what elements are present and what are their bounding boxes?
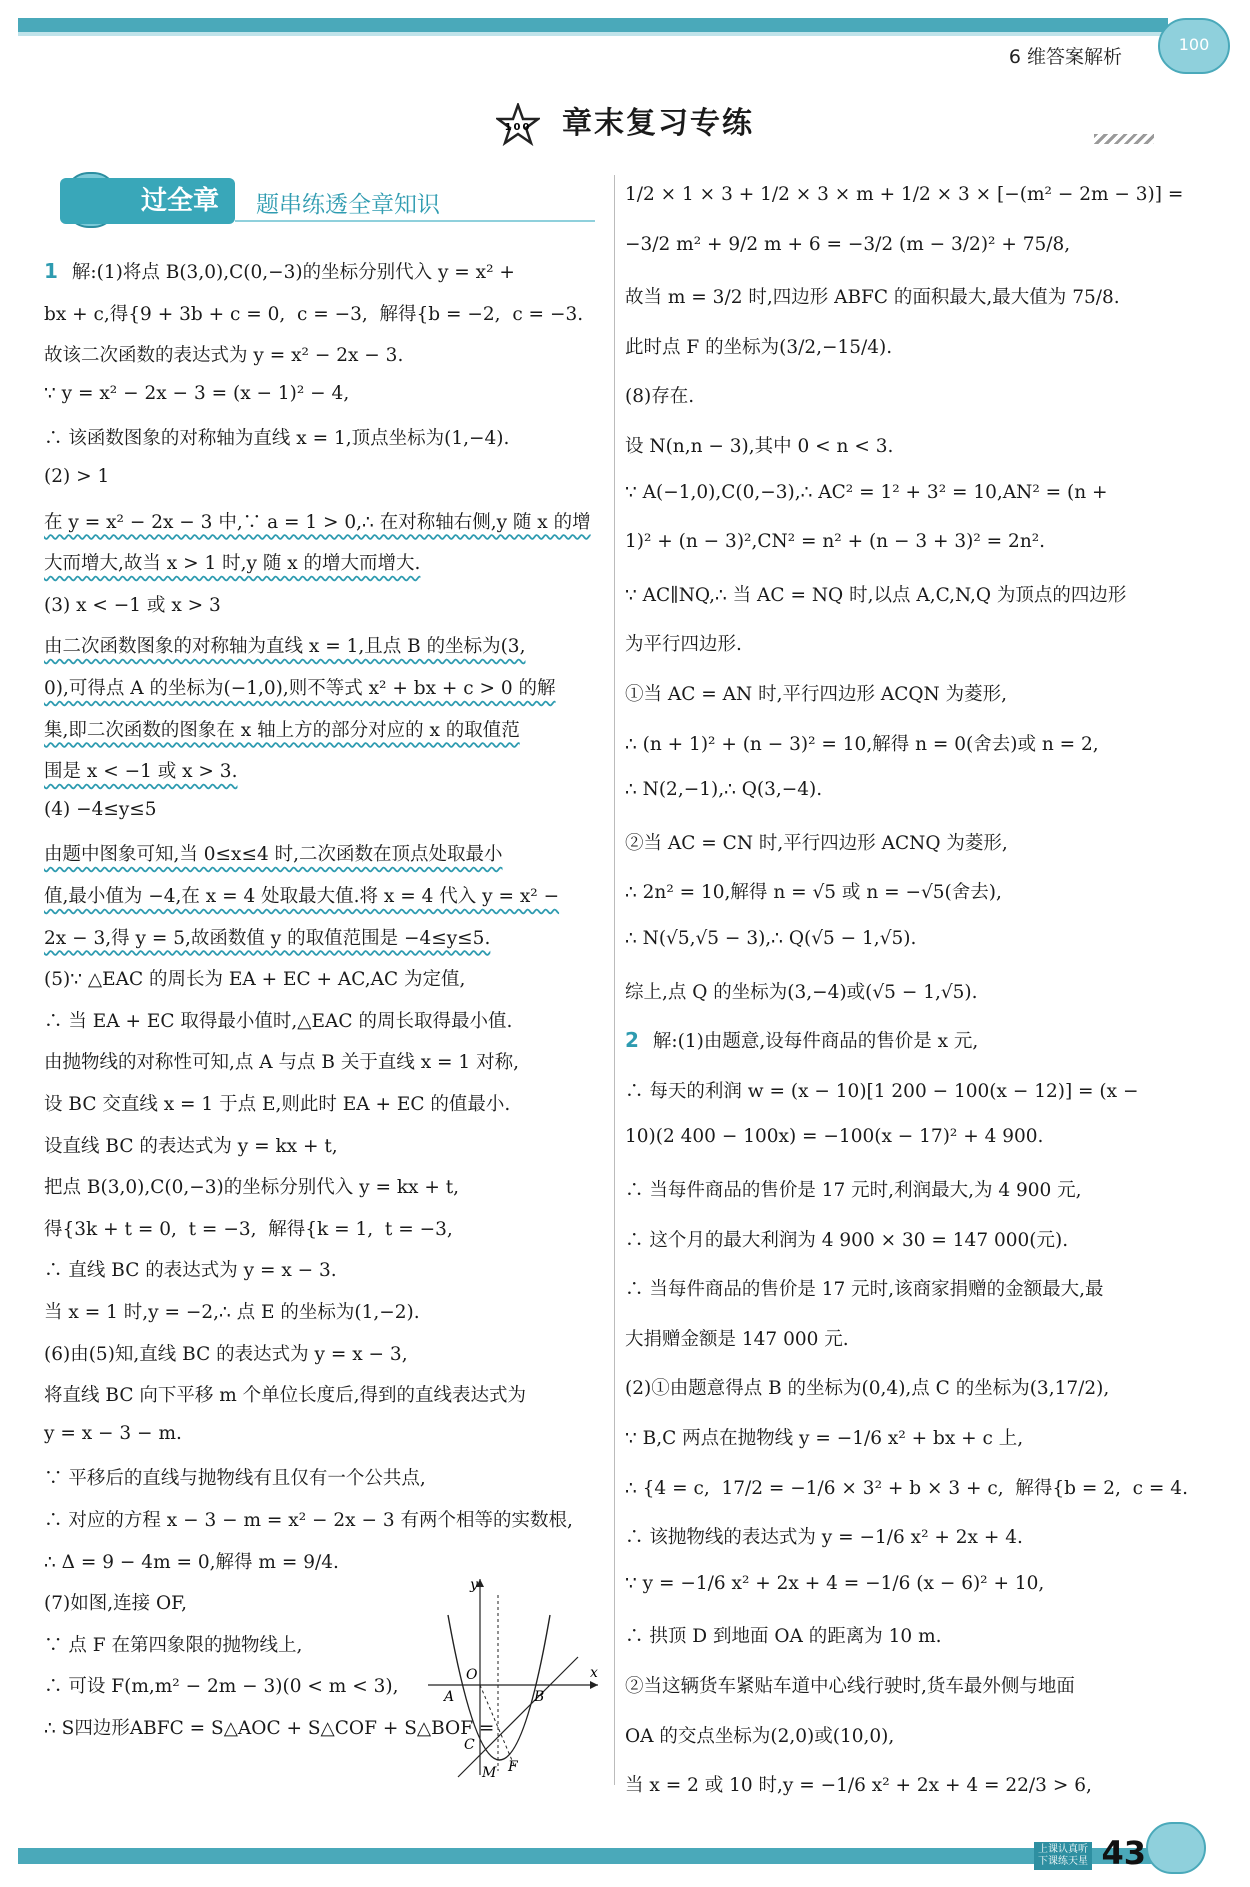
svg-text:100: 100 <box>504 121 532 133</box>
slogan-line-2: 下课练天星 <box>1038 1856 1088 1867</box>
solution-text: 设直线 BC 的表达式为 y = kx + t, <box>44 1135 338 1157</box>
solution-text: ∴ 当 EA + EC 取得最小值时,△EAC 的周长取得最小值. <box>44 1010 513 1032</box>
question-number: 2 <box>625 1028 639 1053</box>
solution-line <box>44 1631 302 1657</box>
segment-of <box>480 1685 514 1765</box>
question-number: 1 <box>44 259 58 283</box>
solution-line <box>625 1126 1043 1147</box>
solution-line <box>44 300 583 326</box>
label-f: F <box>508 1759 518 1775</box>
solution-line <box>44 1298 420 1324</box>
star-icon <box>496 103 540 147</box>
solution-text: 大而增大,故当 x > 1 时,y 随 x 的增大而增大. <box>44 553 421 575</box>
solution-text: ②当这辆货车紧贴车道中心线行驶时,货车最外侧与地面 <box>625 1676 1075 1697</box>
solution-text: 当 x = 2 或 10 时,y = −1/6 x² + 2x + 4 = 22/3 > 6, <box>625 1775 1092 1797</box>
solution-line <box>44 1423 182 1444</box>
label-o: O <box>466 1667 478 1683</box>
parabola-graph <box>418 1575 608 1780</box>
solution-text: −3/2 m² + 9/2 m + 6 = −3/2 (m − 3/2)² + 75/8, <box>625 233 1071 255</box>
solution-text: ∴ 每天的利润 w = (x − 10)[1 200 − 100(x − 12)] = (x − <box>625 1080 1139 1102</box>
solution-line <box>44 508 591 534</box>
solution-text: ∴ 这个月的最大利润为 4 900 × 30 = 147 000(元). <box>625 1229 1069 1251</box>
solution-text: 在 y = x² − 2x − 3 中,∵ a = 1 > 0,∴ 在对称轴右侧,y 随 x 的增 <box>44 511 591 533</box>
solution-text: 得{3k + t = 0, t = −3, 解得{k = 1, t = −3, <box>44 1218 453 1240</box>
solution-text: ∵ y = −1/6 x² + 2x + 4 = −1/6 (x − 6)² + 10, <box>625 1572 1045 1594</box>
solution-line <box>625 779 822 800</box>
solution-line <box>44 757 237 783</box>
solution-line <box>625 1672 1075 1698</box>
solution-text: ②当 AC = CN 时,平行四边形 ACNQ 为菱形, <box>625 832 1008 854</box>
label-c: C <box>464 1737 475 1753</box>
solution-text: 0),可得点 A 的坐标为(−1,0),则不等式 x² + bx + c > 0 的解 <box>44 678 556 699</box>
solution-line <box>44 1548 339 1574</box>
solution-line <box>625 829 1008 855</box>
solution-text: 为平行四边形. <box>625 634 742 656</box>
solution-text: 设 N(n,n − 3),其中 0 < n < 3. <box>625 436 894 457</box>
solution-line <box>44 716 520 742</box>
solution-text: ∴ 对应的方程 x − 3 − m = x² − 2x − 3 有两个相等的实数根, <box>44 1510 573 1531</box>
solution-text: 由二次函数图象的对称轴为直线 x = 1,且点 B 的坐标为(3, <box>44 636 526 658</box>
slogan-line-1: 上课认真听 <box>1038 1844 1088 1855</box>
solution-text: 集,即二次函数的图象在 x 轴上方的部分对应的 x 的取值范 <box>44 719 520 741</box>
solution-text: ∵ A(−1,0),C(0,−3),∴ AC² = 1² + 3² = 10,AN² = (n + <box>625 481 1108 503</box>
solution-line <box>625 1424 1023 1450</box>
solution-line <box>44 1215 453 1241</box>
solution-text: (7)如图,连接 OF, <box>44 1593 187 1615</box>
solution-text: 把点 B(3,0),C(0,−3)的坐标分别代入 y = kx + t, <box>44 1177 460 1199</box>
solution-line <box>44 1048 519 1074</box>
solution-text: 综上,点 Q 的坐标为(3,−4)或(√5 − 1,√5). <box>625 981 978 1003</box>
column-divider <box>614 175 615 1785</box>
section-underline <box>235 220 595 222</box>
solution-text: ∴ 该抛物线的表达式为 y = −1/6 x² + 2x + 4. <box>625 1527 1023 1549</box>
solution-line <box>625 1077 1138 1103</box>
solution-text: (2)①由题意得点 B 的坐标为(0,4),点 C 的坐标为(3,17/2), <box>625 1378 1110 1400</box>
solution-line <box>625 978 978 1004</box>
solution-line <box>625 333 892 359</box>
solution-text: 1)² + (n − 3)²,CN² = n² + (n − 3 + 3)² = 2n². <box>625 531 1046 553</box>
solution-text: (5)∵ △EAC 的周长为 EA + EC + AC,AC 为定值, <box>44 969 466 991</box>
solution-line <box>44 1090 510 1116</box>
solution-line <box>625 283 1120 309</box>
solution-line <box>44 924 490 950</box>
solution-text: ∵ 点 F 在第四象限的抛物线上, <box>44 1634 303 1656</box>
solution-line <box>44 1007 512 1033</box>
solution-line <box>44 674 556 700</box>
solution-text: ∴ 该函数图象的对称轴为直线 x = 1,顶点坐标为(1,−4). <box>44 428 510 450</box>
solution-text: ∴ N(2,−1),∴ Q(3,−4). <box>625 779 823 801</box>
solution-text: ∴ 当每件商品的售价是 17 元时,利润最大,为 4 900 元, <box>625 1180 1082 1201</box>
solution-line <box>625 1523 1023 1549</box>
solution-text: 此时点 F 的坐标为(3/2,−15/4). <box>625 336 893 358</box>
solution-text: 设 BC 交直线 x = 1 于点 E,则此时 EA + EC 的值最小. <box>44 1094 511 1115</box>
solution-text: OA 的交点坐标为(2,0)或(10,0), <box>625 1725 895 1747</box>
bottom-bar <box>18 1848 1168 1864</box>
label-a: A <box>444 1689 455 1705</box>
solution-line <box>44 882 559 908</box>
solution-line <box>44 1340 408 1366</box>
solution-text: ∴ (n + 1)² + (n − 3)² = 10,解得 n = 0(舍去)或 n = 2, <box>625 733 1099 755</box>
solution-text: (2) > 1 <box>44 466 110 487</box>
page-title-text: 章末复习专练 <box>562 106 754 141</box>
top-bar-strip <box>18 32 1168 36</box>
solution-text: (4) −4≤y≤5 <box>44 798 157 820</box>
solution-line <box>44 632 525 658</box>
solution-line <box>625 432 893 458</box>
page-number: 43 <box>1101 1834 1146 1872</box>
solution-line <box>44 799 157 820</box>
solution-text: ①当 AC = AN 时,平行四边形 ACQN 为菱形, <box>625 684 1007 705</box>
solution-line <box>625 184 1183 205</box>
label-x: x <box>590 1665 598 1681</box>
solution-line <box>44 1672 398 1698</box>
solution-line <box>625 630 742 656</box>
header-label: 6 维答案解析 <box>1008 46 1122 68</box>
solution-text: ∴ {4 = c, 17/2 = −1/6 × 3² + b × 3 + c, 解得{b = 2, c = 4. <box>625 1477 1188 1499</box>
solution-line <box>625 531 1045 552</box>
solution-line <box>44 466 109 487</box>
solution-line <box>44 840 503 866</box>
solution-line <box>44 591 221 617</box>
solution-text: 故当 m = 3/2 时,四边形 ABFC 的面积最大,最大值为 75/8. <box>625 287 1120 309</box>
solution-line <box>625 1374 1109 1400</box>
label-b: B <box>534 1689 545 1705</box>
solution-text: 值,最小值为 −4,在 x = 4 处取最大值.将 x = 4 代入 y = x² − <box>44 886 560 907</box>
solution-text: 解:(1)将点 B(3,0),C(0,−3)的坐标分别代入 y = x² + <box>71 262 515 283</box>
solution-line <box>625 1722 894 1748</box>
solution-text: 由题中图象可知,当 0≤x≤4 时,二次函数在顶点处取最小 <box>44 844 503 866</box>
solution-line <box>625 928 916 949</box>
solution-text: 大捐赠金额是 147 000 元. <box>625 1328 849 1350</box>
mascot-icon: 100 <box>1158 18 1230 74</box>
solution-text: 10)(2 400 − 100x) = −100(x − 17)² + 4 900. <box>625 1126 1044 1148</box>
solution-text: ∴ 可设 F(m,m² − 2m − 3)(0 < m < 3), <box>44 1676 399 1698</box>
page-title <box>0 98 1250 147</box>
solution-line <box>625 1226 1068 1252</box>
solution-line <box>44 549 420 575</box>
solution-line <box>625 680 1007 706</box>
top-bar <box>18 18 1168 32</box>
solution-text: 当 x = 1 时,y = −2,∴ 点 E 的坐标为(1,−2). <box>44 1302 420 1323</box>
solution-line <box>44 1173 459 1199</box>
solution-line <box>625 730 1099 756</box>
section-badge: 过全章 <box>60 178 235 224</box>
solution-text: ∴ 直线 BC 的表达式为 y = x − 3. <box>44 1260 337 1282</box>
solution-text: (6)由(5)知,直线 BC 的表达式为 y = x − 3, <box>44 1343 408 1365</box>
solution-text: ∴ Δ = 9 − 4m = 0,解得 m = 9/4. <box>44 1551 339 1573</box>
solution-text: ∵ y = x² − 2x − 3 = (x − 1)² − 4, <box>44 382 350 404</box>
solution-line <box>625 1325 849 1351</box>
solution-line <box>625 1176 1082 1202</box>
solution-text: ∴ N(√5,√5 − 3),∴ Q(√5 − 1,√5). <box>625 928 917 949</box>
solution-text: ∵ B,C 两点在抛物线 y = −1/6 x² + bx + c 上, <box>625 1428 1024 1449</box>
solution-line <box>44 424 509 450</box>
solution-text: ∴ 拱顶 D 到地面 OA 的距离为 10 m. <box>625 1626 942 1648</box>
solution-line <box>625 1474 1188 1500</box>
solution-line <box>44 1381 526 1407</box>
solution-line <box>44 1506 573 1532</box>
solution-text: ∵ 平移后的直线与抛物线有且仅有一个公共点, <box>44 1468 426 1490</box>
solution-line <box>625 1771 1092 1797</box>
solution-text: 将直线 BC 向下平移 m 个单位长度后,得到的直线表达式为 <box>44 1385 527 1407</box>
title-stripe <box>1094 134 1154 144</box>
solution-text: 由抛物线的对称性可知,点 A 与点 B 关于直线 x = 1 对称, <box>44 1052 519 1074</box>
solution-text: 1/2 × 1 × 3 + 1/2 × 3 × m + 1/2 × 3 × [−(m² − 2m − 3)] = <box>625 184 1184 205</box>
solution-text: 故该二次函数的表达式为 y = x² − 2x − 3. <box>44 345 404 367</box>
solution-text: ∴ S四边形ABFC = S△AOC + S△COF + S△BOF = <box>44 1718 495 1739</box>
solution-text: (3) x < −1 或 x > 3 <box>44 594 221 616</box>
solution-line <box>625 1573 1044 1594</box>
solution-line <box>625 1275 1103 1301</box>
bottom-slogan <box>1034 1842 1092 1870</box>
solution-line <box>44 1256 337 1282</box>
solution-text: ∴ 2n² = 10,解得 n = √5 或 n = −√5(舍去), <box>625 882 1002 904</box>
solution-line <box>625 482 1108 503</box>
solution-line <box>44 1132 338 1158</box>
solution-text: y = x − 3 − m. <box>44 1422 182 1444</box>
solution-line <box>625 1027 978 1053</box>
solution-text: ∵ AC∥NQ,∴ 当 AC = NQ 时,以点 A,C,N,Q 为顶点的四边形 <box>625 584 1127 606</box>
solution-line <box>44 258 515 284</box>
solution-line <box>44 1464 426 1490</box>
x-axis-arrow <box>590 1681 598 1689</box>
section-subtitle: 题串练透全章知识 <box>256 192 440 218</box>
solution-line <box>44 965 465 991</box>
solution-line <box>625 382 694 408</box>
solution-text: 解:(1)由题意,设每件商品的售价是 x 元, <box>652 1031 979 1053</box>
solution-text: (8)存在. <box>625 386 695 408</box>
solution-line <box>44 383 349 404</box>
label-m: M <box>482 1765 497 1780</box>
solution-line <box>625 1622 942 1648</box>
solution-text: bx + c,得{9 + 3b + c = 0, c = −3, 解得{b = −2, c = −3. <box>44 303 584 325</box>
solution-line <box>44 341 403 367</box>
mascot-footer-icon <box>1146 1822 1206 1874</box>
solution-text: 2x − 3,得 y = 5,故函数值 y 的取值范围是 −4≤y≤5. <box>44 927 491 949</box>
solution-line <box>44 1589 187 1615</box>
label-y: y <box>470 1577 478 1593</box>
solution-line <box>625 581 1126 607</box>
solution-line <box>625 234 1070 255</box>
solution-line <box>625 878 1002 904</box>
solution-text: 围是 x < −1 或 x > 3. <box>44 761 238 783</box>
solution-text: ∴ 当每件商品的售价是 17 元时,该商家捐赠的金额最大,最 <box>625 1279 1104 1301</box>
